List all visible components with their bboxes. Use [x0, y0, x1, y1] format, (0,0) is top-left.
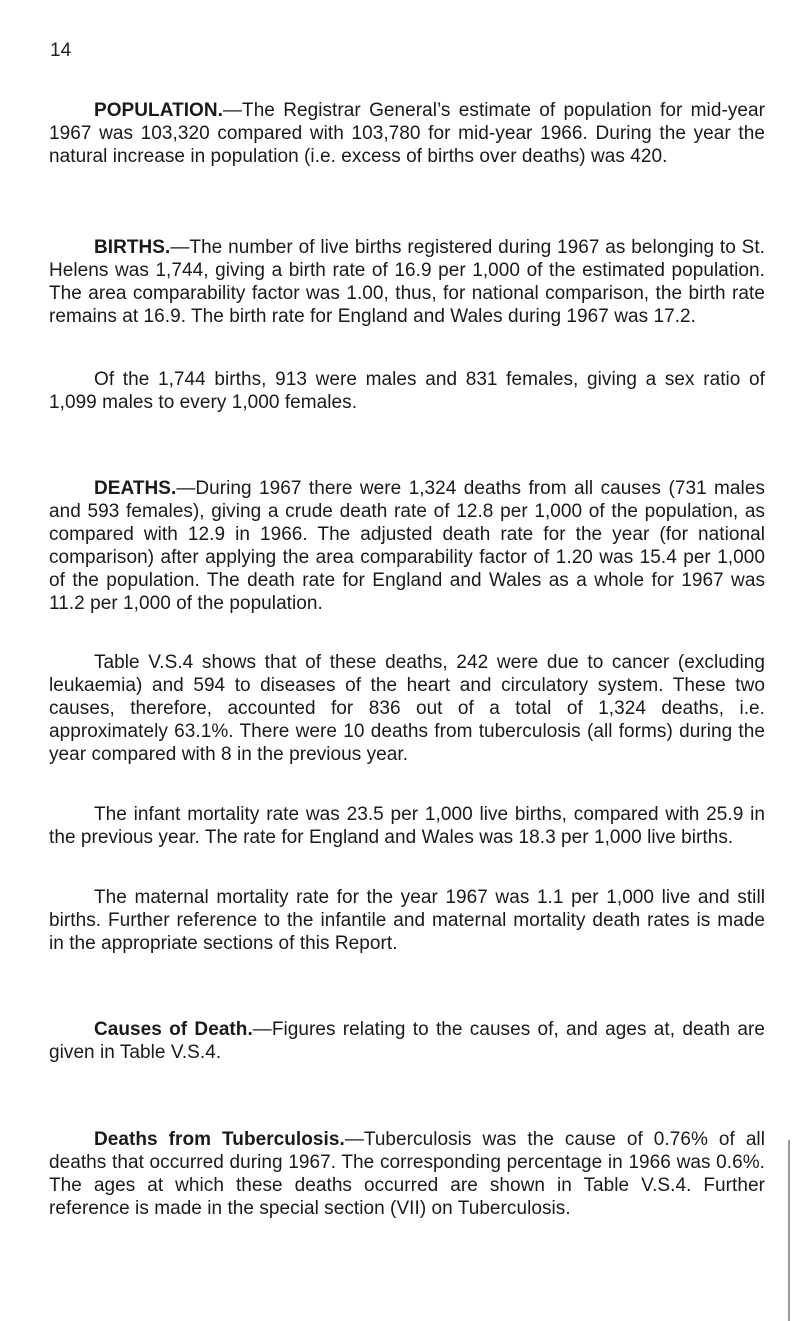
- tuberculosis-paragraph: [49, 1128, 765, 1220]
- births-text: —The number of live births registered during 1967 as belonging to St. Helens was 1,744, giving a birth rate of 16.9 per 1,000 of the estimated population. The area comparability factor was 1.00, thus, for national comparison, the birth rate remains at 16.9. The birth rate for England and Wales during 1967 was 17.2.: [49, 237, 765, 327]
- infant-mortality-text: The infant mortality rate was 23.5 per 1,000 live births, compared with 25.9 in the previous year. The rate for England and Wales was 18.3 per 1,000 live births.: [49, 804, 765, 848]
- tuberculosis-heading: Deaths from Tuberculosis.: [94, 1129, 345, 1150]
- infant-mortality-paragraph: [49, 803, 765, 849]
- document-body: [49, 99, 765, 1220]
- table-vs4-paragraph: [49, 651, 765, 766]
- sex-ratio-paragraph: [49, 368, 765, 414]
- sex-ratio-text: Of the 1,744 births, 913 were males and 831 females, giving a sex ratio of 1,099 males to every 1,000 females.: [49, 369, 765, 413]
- causes-of-death-text: —Figures relating to the causes of, and ages at, death are given in Table V.S.4.: [49, 1019, 765, 1063]
- population-text: —The Registrar General’s estimate of population for mid-year 1967 was 103,320 compared with 103,780 for mid-year 1966. During the year the natural increase in population (i.e. excess of births over deaths) was 420.: [49, 100, 765, 167]
- causes-of-death-paragraph: [49, 1018, 765, 1064]
- page-number: 14: [50, 40, 72, 61]
- population-heading: POPULATION.: [94, 100, 223, 121]
- causes-of-death-heading: Causes of Death.: [94, 1019, 253, 1040]
- deaths-paragraph: [49, 477, 765, 615]
- maternal-mortality-paragraph: [49, 886, 765, 955]
- page-edge-shadow: [788, 1140, 790, 1321]
- births-paragraph: [49, 236, 765, 328]
- population-paragraph: [49, 99, 765, 168]
- deaths-text: —During 1967 there were 1,324 deaths from all causes (731 males and 593 females), giving a crude death rate of 12.8 per 1,000 of the population, as compared with 12.9 in 1966. The adjusted death rate for the year (for national comparison) after applying the area comparability factor of 1.20 was 15.4 per 1,000 of the population. The death rate for England and Wales as a whole for 1967 was 11.2 per 1,000 of the population.: [49, 478, 765, 614]
- tuberculosis-text: —Tuberculosis was the cause of 0.76% of all deaths that occurred during 1967. The corresponding percentage in 1966 was 0.6%. The ages at which these deaths occurred are shown in Table V.S.4. Further reference is made in the special section (VII) on Tuberculosis.: [49, 1129, 765, 1219]
- maternal-mortality-text: The maternal mortality rate for the year 1967 was 1.1 per 1,000 live and still births. Further reference to the infantile and maternal mortality death rates is made in the appropriate sections of this Report.: [49, 887, 765, 954]
- births-heading: BIRTHS.: [94, 237, 171, 258]
- table-vs4-text: Table V.S.4 shows that of these deaths, 242 were due to cancer (excluding leukaemia) and 594 to diseases of the heart and circulatory system. These two causes, therefore, accounted for 836 out of a total of 1,324 deaths, i.e. approximately 63.1%. There were 10 deaths from tuberculosis (all forms) during the year compared with 8 in the previous year.: [49, 652, 765, 765]
- deaths-heading: DEATHS.: [94, 478, 177, 499]
